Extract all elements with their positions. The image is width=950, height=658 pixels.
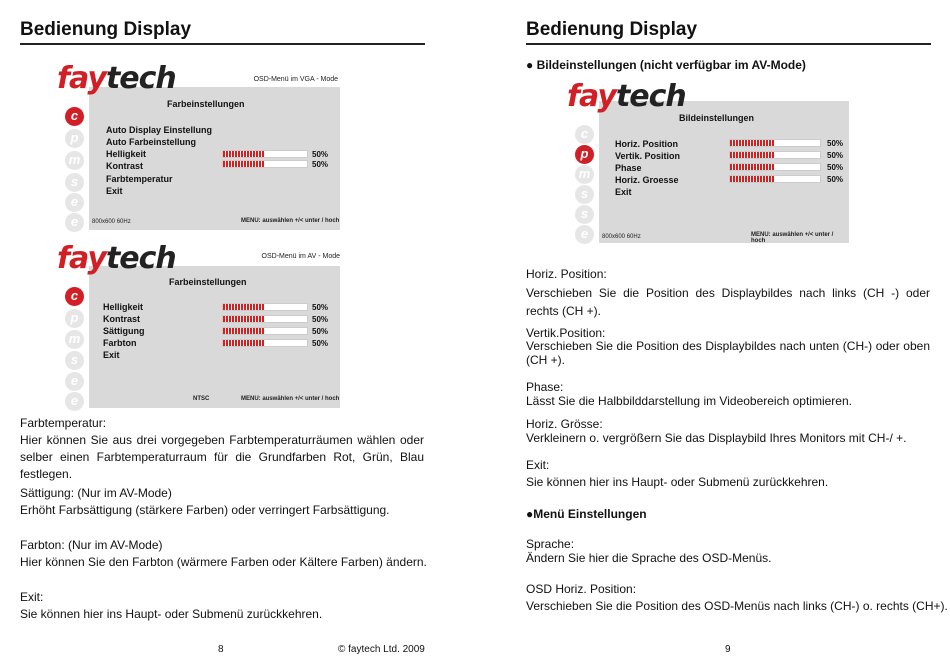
paragraph-label: Horiz. Grösse: <box>526 417 603 431</box>
osd-level-bar <box>729 175 821 183</box>
page-right <box>475 0 950 658</box>
osd-tab-p-icon: p <box>575 145 594 164</box>
osd-mode-label: OSD-Menü im AV - Mode <box>261 253 340 260</box>
osd-item: Horiz. Position <box>615 139 678 149</box>
paragraph-label: Vertik.Position: <box>526 326 606 340</box>
paragraph-text: Verschieben Sie die Position des OSD-Menüs nach links (CH-) o. rechts (CH+). <box>526 599 948 613</box>
paragraph-text: Sie können hier ins Haupt- oder Submenü zurückkehren. <box>20 607 323 621</box>
paragraph-label: Exit: <box>526 458 550 472</box>
osd-level-bar <box>729 139 821 147</box>
osd-item: Exit <box>615 187 632 197</box>
paragraph-label: Farbton: (Nur im AV-Mode) <box>20 538 163 552</box>
osd-tab-c-icon: c <box>65 287 84 306</box>
osd-item: Auto Display Einstellung <box>106 125 213 135</box>
osd-value: 50% <box>827 139 844 148</box>
paragraph-text: Sie können hier ins Haupt- oder Submenü zurückkehren. <box>526 475 829 489</box>
osd-value: 50% <box>312 339 329 348</box>
copyright-note: © faytech Ltd. 2009 <box>338 644 425 655</box>
paragraph-text: Ändern Sie hier die Sprache des OSD-Menüs. <box>526 551 772 565</box>
title-rule <box>20 43 425 45</box>
osd-tab-p-icon: p <box>65 309 84 328</box>
osd-item: Kontrast <box>106 161 144 171</box>
osd-value: 50% <box>827 151 844 160</box>
faytech-logo: faytech <box>567 79 686 114</box>
osd-screenshot-av <box>89 253 340 408</box>
paragraph-text: Verschieben Sie die Position des Displaybildes nach links (CH -) oder rechts (CH +). <box>526 286 930 318</box>
osd-tab-e-icon: e <box>65 193 84 212</box>
osd-level-bar <box>222 303 308 311</box>
osd-item: Horiz. Groesse <box>615 175 679 185</box>
page-title: Bedienung Display <box>526 19 698 40</box>
osd-tab-s-icon: s <box>575 185 594 204</box>
osd-heading: Bildeinstellungen <box>679 113 755 123</box>
osd-value: 50% <box>312 327 329 336</box>
osd-tab-e-icon: e <box>575 225 594 244</box>
osd-value: 50% <box>312 303 329 312</box>
osd-item: Sättigung <box>103 326 145 336</box>
osd-footer-resolution: 800x600 60Hz <box>92 219 131 225</box>
osd-item: Exit <box>103 350 120 360</box>
osd-tab-e-icon: e <box>65 372 84 391</box>
paragraph-label: Phase: <box>526 380 564 394</box>
paragraph-label: Farbtemperatur: <box>20 416 107 430</box>
osd-value: 50% <box>312 160 329 169</box>
paragraph-label: Sprache: <box>526 537 575 551</box>
osd-item: Exit <box>106 186 123 196</box>
osd-level-bar <box>729 163 821 171</box>
osd-heading: Farbeinstellungen <box>167 99 245 109</box>
osd-item: Helligkeit <box>106 149 147 159</box>
osd-tab-s-icon: s <box>65 173 84 192</box>
paragraph-text: Verschieben Sie die Position des Displaybildes nach unten (CH-) oder oben (CH +). <box>526 339 930 367</box>
osd-tab-p-icon: p <box>65 129 84 148</box>
osd-tab-c-icon: c <box>65 107 84 126</box>
osd-item: Farbtemperatur <box>106 174 173 184</box>
osd-level-bar <box>222 339 308 347</box>
osd-item: Phase <box>615 163 642 173</box>
paragraph-text: Verkleinern o. vergrößern Sie das Displaybild Ihres Monitors mit CH-/ +. <box>526 431 907 445</box>
page-title: Bedienung Display <box>20 19 192 40</box>
osd-level-bar <box>222 160 308 168</box>
page-number: 9 <box>725 644 731 655</box>
osd-footer-menu-hint: MENU: auswählen +/< unter / hoch <box>751 232 834 244</box>
osd-footer-resolution: 800x600 60Hz <box>602 234 641 240</box>
osd-tab-m-icon: m <box>575 165 594 184</box>
osd-mode-label: OSD-Menü im VGA - Mode <box>253 76 338 83</box>
osd-level-bar <box>222 150 308 158</box>
paragraph-label: Sättigung: (Nur im AV-Mode) <box>20 486 172 500</box>
paragraph-text: Hier können Sie aus drei vorgegeben Farbtemperaturräumen wählen oder selber einen Farbtemperaturraum für die Grundfarben Rot, Grün, Blau festlegen. <box>20 433 424 481</box>
osd-tab-s-icon: s <box>65 351 84 370</box>
osd-item: Vertik. Position <box>615 151 681 161</box>
osd-tab-c-icon: c <box>575 125 594 144</box>
osd-level-bar <box>729 151 821 159</box>
osd-tab-m-icon: m <box>65 330 84 349</box>
osd-tab-e-icon: e <box>65 392 84 411</box>
osd-level-bar <box>222 327 308 335</box>
paragraph-label: Horiz. Position: <box>526 267 607 281</box>
osd-value: 50% <box>827 175 844 184</box>
osd-tab-m-icon: m <box>65 151 84 170</box>
section-heading: ●Menü Einstellungen <box>526 507 647 521</box>
osd-tab-e-icon: e <box>65 213 84 232</box>
osd-screenshot-image <box>599 101 849 243</box>
osd-heading: Farbeinstellungen <box>169 277 247 287</box>
osd-footer-signal: NTSC <box>193 396 210 402</box>
paragraph-label: OSD Horiz. Position: <box>526 582 637 596</box>
osd-level-bar <box>222 315 308 323</box>
faytech-logo: faytech <box>57 241 176 276</box>
osd-footer-menu-hint: MENU: auswählen +/< unter / hoch <box>241 396 340 402</box>
osd-value: 50% <box>312 315 329 324</box>
osd-value: 50% <box>312 150 329 159</box>
paragraph-label: Exit: <box>20 590 44 604</box>
osd-item: Kontrast <box>103 314 141 324</box>
osd-value: 50% <box>827 163 844 172</box>
section-heading: ● Bildeinstellungen (nicht verfügbar im AV-Mode) <box>526 58 806 72</box>
paragraph-text: Lässt Sie die Halbbilddarstellung im Videobereich optimieren. <box>526 394 852 408</box>
faytech-logo: faytech <box>57 61 176 96</box>
paragraph-text: Hier können Sie den Farbton (wärmere Farben oder Kältere Farben) ändern. <box>20 555 427 569</box>
title-rule <box>526 43 931 45</box>
osd-item: Farbton <box>103 338 137 348</box>
paragraph-text: Erhöht Farbsättigung (stärkere Farben) oder verringert Farbsättigung. <box>20 503 390 517</box>
osd-footer-menu-hint: MENU: auswählen +/< unter / hoch <box>241 218 340 224</box>
osd-tab-s-icon: s <box>575 205 594 224</box>
page-number: 8 <box>218 644 224 655</box>
osd-screenshot-vga <box>89 76 340 230</box>
osd-item: Helligkeit <box>103 302 144 312</box>
osd-item: Auto Farbeinstellung <box>106 137 196 147</box>
